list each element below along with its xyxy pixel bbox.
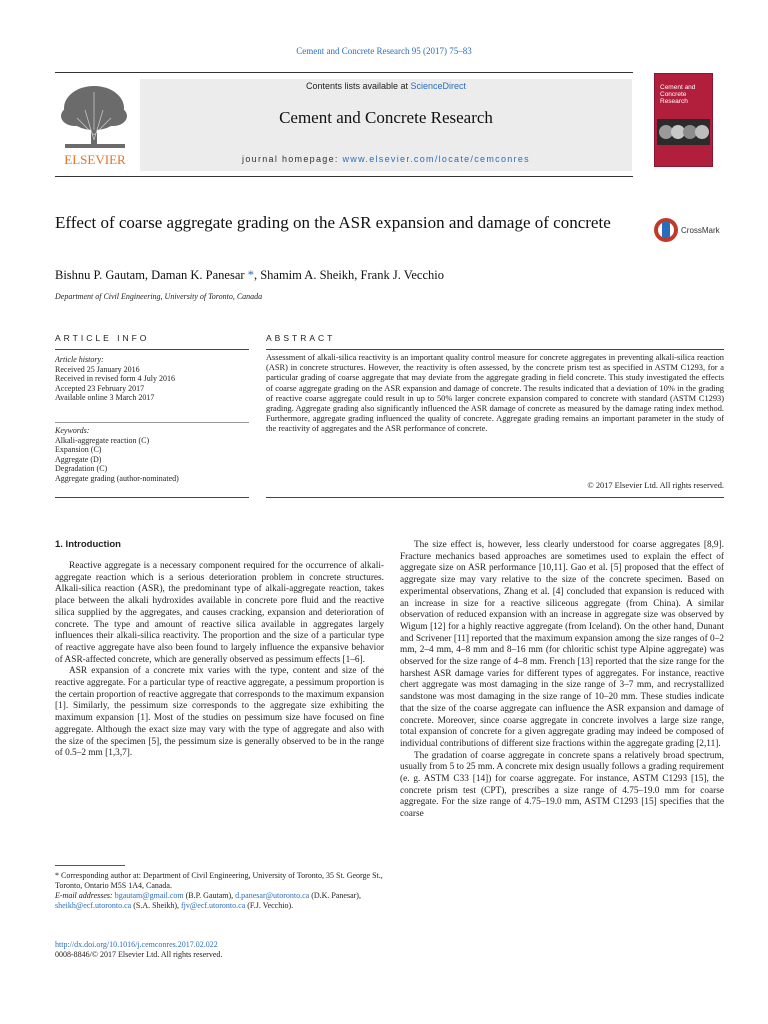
sciencedirect-link[interactable]: ScienceDirect — [410, 81, 467, 91]
email-link[interactable]: d.panesar@utoronto.ca — [235, 891, 310, 900]
article-info-rule — [55, 349, 249, 350]
contents-line — [140, 81, 632, 91]
elsevier-tree-logo — [55, 80, 135, 170]
issn-copyright: 0008-8846/© 2017 Elsevier Ltd. All rights reserved. — [55, 950, 223, 959]
abstract-copyright: © 2017 Elsevier Ltd. All rights reserved. — [587, 481, 724, 490]
header-bottom-rule — [55, 176, 633, 177]
homepage-link[interactable]: www.elsevier.com/locate/cemconres — [342, 154, 530, 164]
cover-title: Cement and Concrete Research — [660, 84, 696, 105]
article-title: Effect of coarse aggregate grading on the ASR expansion and damage of concrete — [55, 213, 611, 232]
footnote-rule — [55, 865, 125, 866]
history-label: Article history: — [55, 355, 104, 364]
journal-homepage — [140, 154, 632, 164]
body-column-left — [55, 561, 384, 760]
elsevier-wordmark: ELSEVIER — [64, 152, 126, 167]
article-info-heading: ARTICLE INFO — [55, 333, 150, 343]
journal-name: Cement and Concrete Research — [279, 108, 493, 127]
history-item: Accepted 23 February 2017 — [55, 383, 145, 393]
history-item: Received in revised form 4 July 2016 — [55, 374, 175, 383]
affiliation: Department of Civil Engineering, University of Toronto, Canada — [55, 292, 263, 301]
email-label: E-mail addresses: — [55, 891, 115, 900]
keyword-item: Expansion (C) — [55, 445, 102, 454]
history-divider — [55, 422, 249, 423]
body-column-right — [400, 540, 724, 821]
email-link[interactable]: fjv@ecf.utoronto.ca — [181, 901, 246, 910]
keyword-item: Aggregate grading (author-nominated) — [55, 473, 179, 483]
keyword-item: Degradation (C) — [55, 464, 108, 473]
keywords-label: Keywords: — [55, 426, 90, 435]
authors-part1: Bishnu P. Gautam, Daman K. Panesar — [55, 268, 248, 282]
doi-block — [55, 940, 384, 960]
header-top-rule — [55, 72, 633, 73]
contents-prefix: Contents lists available at — [305, 81, 411, 91]
paragraph: Reactive aggregate is a necessary component required for the occurrence of alkali-aggregate reaction which is a serious deterioration problem in concrete structures. Alkali-silica reaction (ASR), the predominant type of alkali-aggregate reaction, takes place between the alkali hydroxides available in concrete pore fluid and the reactive silica supplied by the aggregates, and causes cracking, expansion and deterioration of concrete. The type and amount of reactive silica available in aggregates largely influences their alkali-silica reactivity. The proportion and the size of a particular type of reactive aggregate have also been found to largely influence the expansive behavior of ASR-affected concrete, which are generally observed as pessimum effects [1–6]. — [55, 561, 384, 665]
paragraph: The size effect is, however, less clearly understood for coarse aggregates [8,9]. Fracture mechanics based approaches are sometimes used to explain the effect of aggregate size on ASR performance [10,11]. Gao et al. [5] proposed that the effect of aggregate size may vary relative to the size of the concrete specimen. Based on experimental observations, Zhang et al. [4] concluded that expansion is reduced with an increase in size for a reactive siliceous aggregate (from China). A similar observation of reduced expansion with an increase in aggregate size was observed by Wigum [12] for a highly reactive aggregate (from Iceland). On the other hand, Dunant and Scrivener [11] reported that the maximum expansion among the size ranges of 0–2 mm, 2–4 mm, 4–8 mm and 8–16 mm (for chloritic schist type Alpine aggregate) was observed for the size range of 4–8 mm. French [13] reported that the size range for the harshest ASR damage varies for different types of aggregates. For instance, reactive chert aggregate was most damaging in the size range of 3–7 mm, and recrystallized sandstone was most damaging in the size range of 10–20 mm. These studies indicate that the size of the coarse aggregate can influence the ASR expansion and damage of concrete. Moreover, since coarse aggregate in concrete involves a large size range, total expansion of concrete for a given aggregate grading may indeed be composed of individual contributions of different size fractions within the aggregate grading [2,11]. — [400, 540, 724, 749]
crossmark-label: CrossMark — [681, 226, 720, 235]
keyword-item: Alkali-aggregate reaction (C) — [55, 435, 150, 445]
email-addresses — [55, 891, 384, 911]
homepage-prefix: journal homepage: — [242, 154, 343, 164]
doi-link[interactable]: http://dx.doi.org/10.1016/j.cemconres.2017.02.022 — [55, 940, 218, 949]
paragraph: ASR expansion of a concrete mix varies with the type, content and size of the reactive aggregate. For a particular type of reactive aggregate, a pessimum proportion is the certain proportion of reactive aggregate that corresponds to the maximum expansion [1]. Similarly, the pessimum size corresponds to the aggregate size exhibiting the maximum expansion [1]. Most of the studies on pessimum size have focused on fine aggregate. Although the exact size may vary with the type of aggregate and also with the size of the specimen [5], the pessimum size is generally observed to be in the range of 0.5–2 mm [1,3,7]. — [55, 666, 384, 759]
authors-part2: , Shamim A. Sheikh, Frank J. Vecchio — [253, 268, 444, 282]
abstract-heading: ABSTRACT — [266, 333, 336, 343]
email-owner: (B.P. Gautam), — [183, 891, 236, 900]
section-heading-introduction: 1. Introduction — [55, 539, 121, 550]
abstract-text: Assessment of alkali-silica reactivity is an important quality control measure for concrete aggregates in preventing alkali-silica reaction (ASR) in concrete structures. However, the reactivity is often assessed, by the concrete prism test as specified in ASTM C1293, for a particular grading of coarse aggregate that may deviate from the aggregate grading in field concrete. This study investigated the effects of coarse aggregate grading on the ASR expansion and damage of concrete. The results indicated that a deviation of 10% in the grading of reactive coarse aggregate could result in up to 50% larger concrete expansion compared to concrete with standard (ASTM C1293) grading. Aggregate grading also significantly influenced the ASR damage of concrete as measured by the damage rating index method. Furthermore, aggregate grading influenced the quality of concrete. Aggregate grading remains an important parameter in the study of the reactivity of aggregates and the ASR performance of concrete. — [266, 353, 724, 434]
email-owner: (F.J. Vecchio). — [245, 901, 294, 910]
keyword-item: Aggregate (D) — [55, 454, 102, 464]
history-item: Available online 3 March 2017 — [55, 393, 155, 402]
journal-citation[interactable]: Cement and Concrete Research 95 (2017) 75–83 — [296, 46, 472, 56]
email-link[interactable]: sheikh@ecf.utoronto.ca — [55, 901, 132, 910]
crossmark-icon[interactable] — [653, 217, 729, 243]
email-owner: (S.A. Sheikh), — [131, 901, 182, 910]
corresponding-author-note: * Corresponding author at: Department of Civil Engineering, University of Toronto, 35 St. George St., Toronto, Ontario M5S 1A4, Canada. — [55, 871, 383, 890]
cover-image-icon — [657, 119, 710, 145]
footnotes — [55, 871, 384, 911]
history-item: Received 25 January 2016 — [55, 364, 140, 374]
email-owner: (D.K. Panesar), — [309, 891, 361, 900]
abstract-rule — [266, 349, 724, 350]
email-link[interactable]: bgautam@gmail.com — [114, 891, 184, 900]
keywords — [55, 426, 249, 483]
paragraph: The gradation of coarse aggregate in concrete spans a relatively broad spectrum, usually from 5 to 25 mm. A concrete mix design usually follows a grading requirement (e. g. ASTM C33 [14]) for coarse aggregate. For instance, ASTM C1293 [15], the concrete prism test (CPT), prescribes a size range of 4.75–19.0 mm for coarse aggregate. For the size range of 4.75–19.0 mm, ASTM C1293 [15] specifies that the coarse — [400, 750, 724, 820]
author-list — [55, 268, 655, 283]
corresponding-star-link[interactable]: * — [247, 268, 254, 282]
article-history — [55, 355, 249, 403]
abstract-bottom-rule — [266, 497, 724, 498]
info-bottom-rule — [55, 497, 249, 498]
